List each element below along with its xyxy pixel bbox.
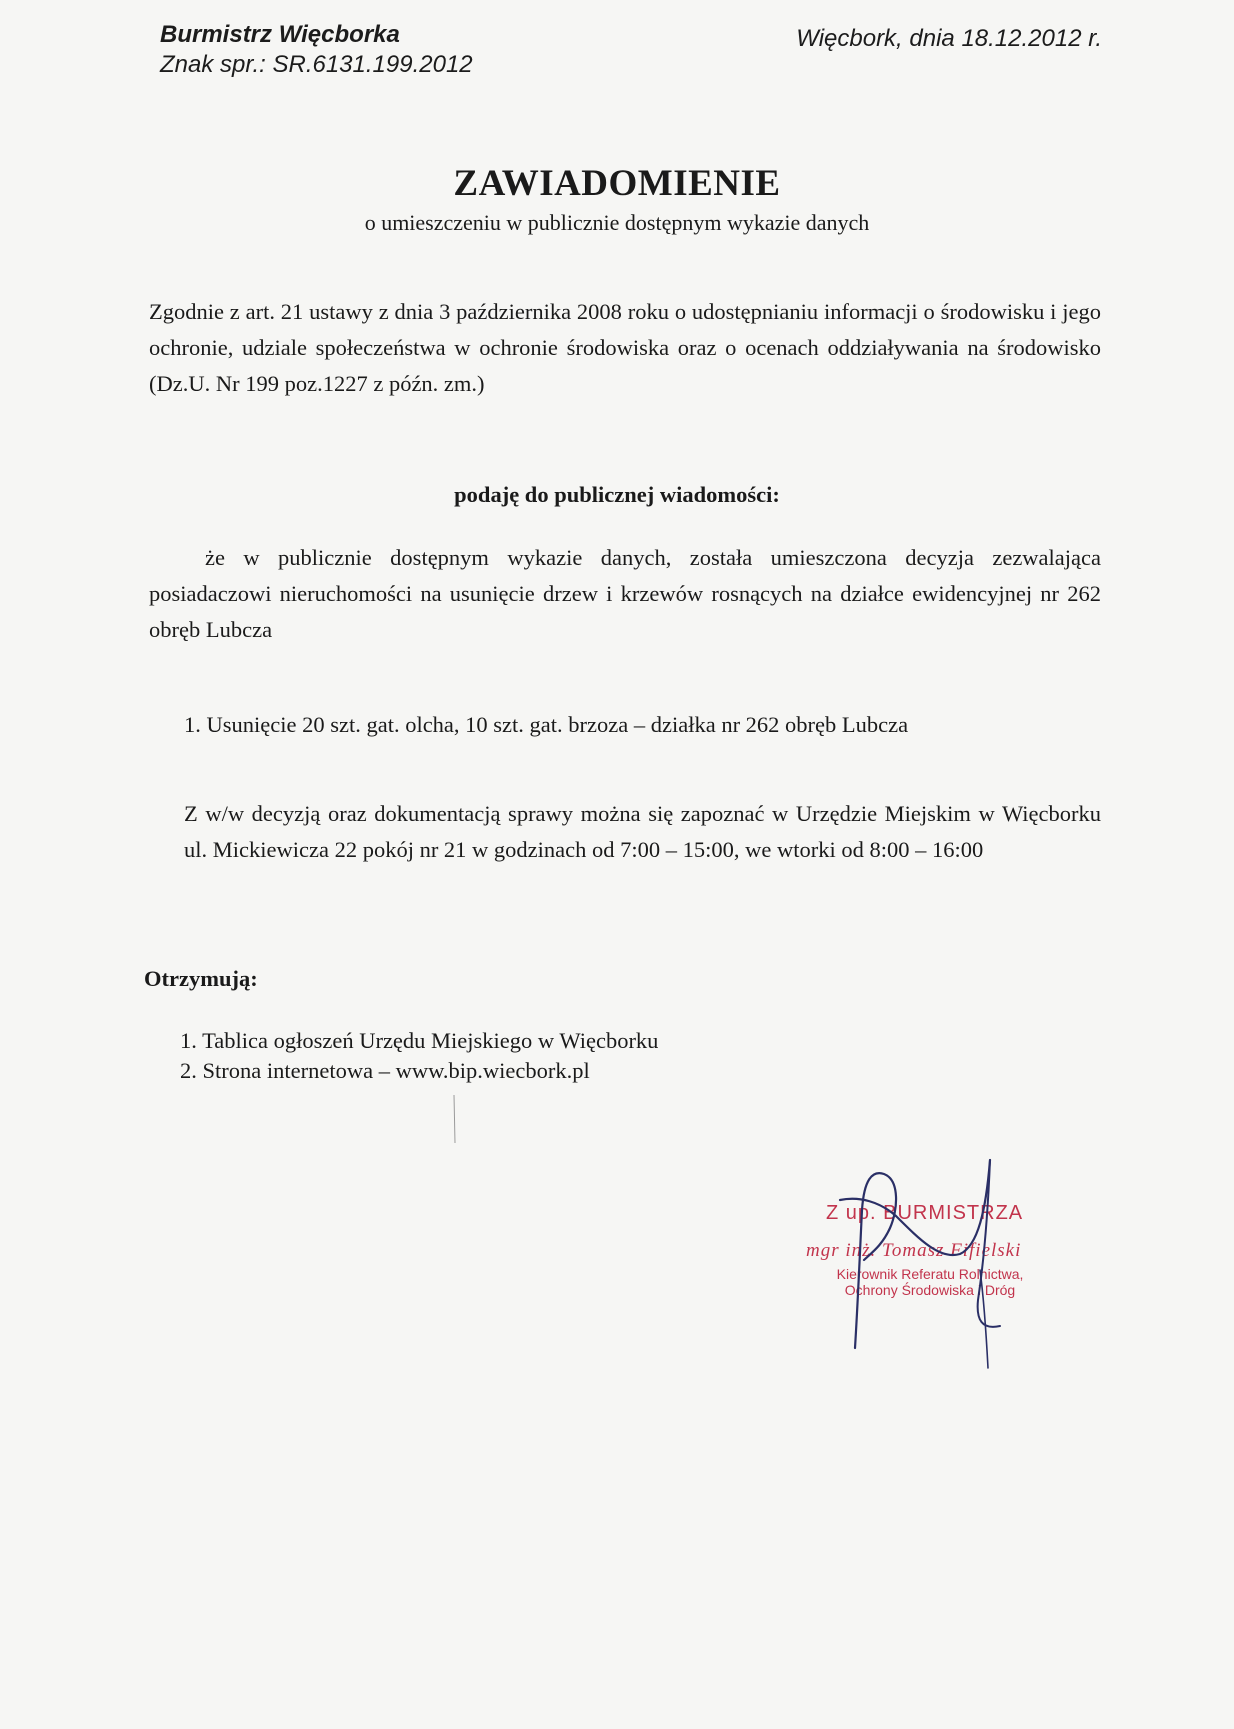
- announcement-heading: podaję do publicznej wiadomości:: [454, 482, 780, 507]
- issuing-authority: Burmistrz Więcborka: [160, 21, 400, 48]
- access-info-paragraph: Z w/w decyzją oraz dokumentacją sprawy można się zapoznać w Urzędzie Miejskim w Więcborku ul. Mickiewicza 22 pokój nr 21 w godzinach od 7:00 – 15:00, we wtorki od 8:00 – 16:00: [184, 801, 1101, 862]
- decision-item: 1. Usunięcie 20 szt. gat. olcha, 10 szt. gat. brzoza – działka nr 262 obręb Lubcza: [184, 712, 909, 737]
- decision-paragraph: że w publicznie dostępnym wykazie danych, została umieszczona decyzja zezwalająca posiadaczowi nieruchomości na usunięcie drzew i krzewów rosnących na działce ewidencyjnej nr 262 obręb Lubcza: [149, 545, 1101, 642]
- stamp-position-line: Ochrony Środowiska i Dróg: [844, 1282, 1016, 1298]
- handwritten-signature: [800, 1150, 1060, 1370]
- legal-basis-paragraph: Zgodnie z art. 21 ustawy z dnia 3 października 2008 roku o udostępnianiu informacji o środowisku i jego ochronie, udziale społeczeństwa w ochronie środowiska oraz o ocenach oddziaływania na środowisko (Dz.U. Nr 199 poz.1227 z późn. zm.): [149, 299, 1101, 396]
- stamp-position-line: Kierownik Referatu Rolnictwa,: [836, 1266, 1024, 1282]
- recipients-heading: Otrzymują:: [144, 966, 258, 991]
- document-subtitle: o umieszczeniu w publicznie dostępnym wykazie danych: [364, 210, 870, 235]
- document-title: ZAWIADOMIENIE: [453, 163, 781, 204]
- stamp-authority-line: Z up. BURMISTRZA: [826, 1202, 1024, 1224]
- recipient-item: 2. Strona internetowa – www.bip.wiecbork.pl: [180, 1058, 590, 1083]
- scan-mark: [452, 1095, 458, 1145]
- place-and-date: Więcbork, dnia 18.12.2012 r.: [796, 25, 1102, 52]
- sender-block: [160, 20, 473, 80]
- recipient-item: 1. Tablica ogłoszeń Urzędu Miejskiego w Więcborku: [180, 1028, 659, 1053]
- case-reference: Znak spr.: SR.6131.199.2012: [160, 51, 473, 78]
- stamp-signatory-name: mgr inż. Tomasz Fifielski: [806, 1240, 1022, 1261]
